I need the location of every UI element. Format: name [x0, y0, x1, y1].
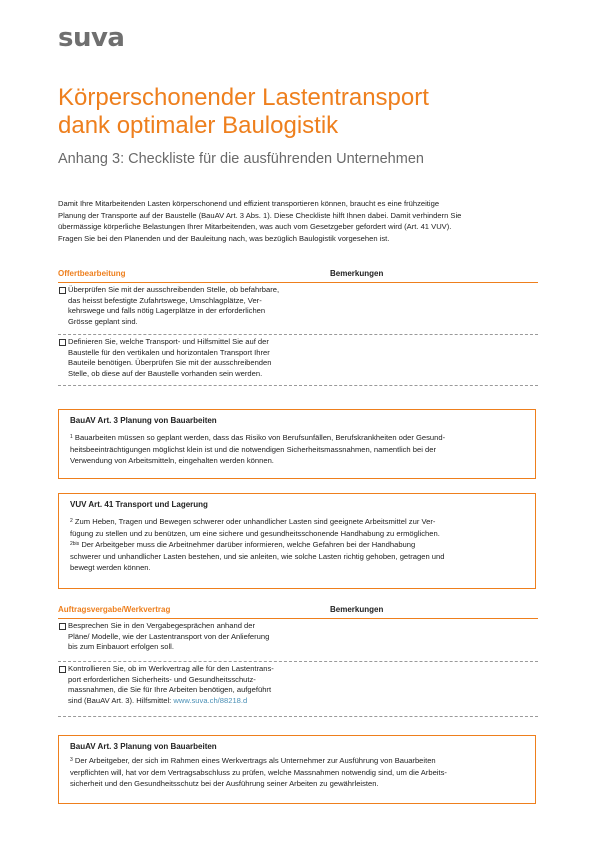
- box-title: VUV Art. 41 Transport und Lagerung: [70, 500, 208, 509]
- box-line: Der Arbeitgeber, der sich im Rahmen eines Werkvertrags als Unternehmer zur Ausführung von Bauarbeiten: [74, 756, 436, 765]
- box-line: heitsbeeinträchtigungen möglichst klein ist und die notwendigen Sicherheitsmassnahmen, namentlich bei der: [70, 444, 436, 454]
- box-title: BauAV Art. 3 Planung von Bauarbeiten: [70, 742, 217, 751]
- item-line: Kontrollieren Sie, ob im Werkvertrag alle für den Lastentrans-: [68, 664, 274, 673]
- intro-paragraph: [58, 198, 543, 244]
- intro-line: Fragen Sie bei den Planenden und der Bauleitung nach, was bezüglich Baulogistik vorgesehen ist.: [58, 233, 390, 243]
- item-line: kehrswege und falls nötig Lagerplätze in der erforderlichen: [68, 306, 266, 316]
- hilfsmittel-link[interactable]: www.suva.ch/88218.d: [173, 695, 248, 705]
- box-line: Verwendung von Arbeitsmitteln, eingehalten werden können.: [70, 456, 274, 466]
- item-line: bis zum Einbauort erfolgen soll.: [68, 642, 174, 652]
- remarks-field[interactable]: [330, 283, 538, 334]
- box-line: Bauarbeiten müssen so geplant werden, dass das Risiko von Berufsunfällen, Berufskrankheiten oder Gesund-: [74, 433, 446, 442]
- paragraph-number: 2bis: [70, 541, 80, 548]
- item-line: Baustelle für den vertikalen und horizontalen Transport Ihrer: [68, 347, 270, 357]
- item-text: [68, 621, 326, 653]
- section-heading: Auftragsvergabe/Werkvertrag: [58, 605, 171, 614]
- item-line: Grösse geplant sind.: [68, 316, 138, 326]
- checklist-item: [58, 619, 538, 662]
- box-text: [70, 755, 528, 790]
- checkbox[interactable]: [59, 287, 66, 294]
- checkbox[interactable]: [59, 339, 66, 346]
- paragraph-number: 3: [70, 757, 73, 763]
- checkbox[interactable]: [59, 666, 66, 673]
- item-line: das heisst befestigte Zufahrtswege, Umschlagplätze, Ver-: [68, 295, 262, 305]
- intro-line: Planung der Transporte auf der Baustelle (BauAV Art. 3 Abs. 1). Diese Checkliste hilft Ihnen dabei. Damit verhindern Sie: [58, 210, 462, 220]
- paragraph-number: 1: [70, 434, 73, 440]
- checklist-item: [58, 283, 538, 335]
- item-line: Bauteile benötigen. Überprüfen Sie mit der ausschreibenden: [68, 358, 272, 368]
- box-text: [70, 516, 528, 574]
- item-line: Stelle, ob diese auf der Baustelle vorhanden sein werden.: [68, 368, 263, 378]
- item-line: Pläne/ Modelle, wie der Lastentransport von der Anlieferung: [68, 631, 270, 641]
- box-line: verpflichten will, hat vor dem Vertragsabschluss zu prüfen, welche Massnahmen notwendig sind, um die Arbeits-: [70, 767, 447, 777]
- remarks-field[interactable]: [330, 619, 538, 661]
- paragraph-number: 2: [70, 518, 73, 524]
- title-line-1: Körperschonender Lastentransport: [58, 84, 429, 111]
- section-offertbearbeitung: [58, 268, 538, 386]
- item-line: Überprüfen Sie mit der ausschreibenden Stelle, ob befahrbare,: [68, 285, 280, 294]
- legal-box-bauav-art3-werkvertrag: [58, 735, 536, 804]
- intro-line: übermässige körperliche Belastungen Ihrer Mitarbeitenden, was auch vom Gesetzgeber gefordert wird (Art. 41 VUV).: [58, 222, 452, 232]
- box-line: sicherheit und den Gesundheitsschutz bei der Ausführung seiner Arbeiten zu gewährleisten.: [70, 779, 379, 789]
- checklist-item: [58, 335, 538, 386]
- box-title: BauAV Art. 3 Planung von Bauarbeiten: [70, 416, 217, 425]
- item-line: Definieren Sie, welche Transport- und Hilfsmittel Sie auf der: [68, 337, 269, 346]
- section-heading: Offertbearbeitung: [58, 269, 126, 278]
- section-header: [58, 604, 538, 619]
- page-subtitle: Anhang 3: Checkliste für die ausführenden Unternehmen: [58, 151, 424, 167]
- remarks-field[interactable]: [330, 662, 538, 716]
- legal-box-vuv-art41: [58, 493, 536, 589]
- intro-line: Damit Ihre Mitarbeitenden Lasten körperschonend und effizient transportieren können, braucht es eine frühzeitige: [58, 199, 440, 208]
- checklist-item: [58, 662, 538, 717]
- box-line: Der Arbeitgeber muss die Arbeitnehmer darüber informieren, welche Gefahren bei der Handhabung: [81, 540, 416, 550]
- item-line: sind (BauAV Art. 3). Hilfsmittel:: [68, 695, 174, 705]
- page-title: [58, 84, 558, 140]
- box-line: fügung zu stellen und zu benützen, um eine sichere und gesundheitsschonende Handhabung zu ermöglichen.: [70, 528, 440, 538]
- remarks-heading: Bemerkungen: [330, 605, 384, 614]
- section-header: [58, 268, 538, 283]
- item-text: [68, 664, 326, 706]
- box-text: [70, 432, 528, 467]
- title-line-2: dank optimaler Baulogistik: [58, 112, 339, 139]
- suva-logo: suva: [58, 23, 125, 53]
- section-auftragsvergabe: [58, 604, 538, 717]
- item-line: Besprechen Sie in den Vergabegesprächen anhand der: [68, 621, 256, 630]
- remarks-field[interactable]: [330, 335, 538, 385]
- remarks-heading: Bemerkungen: [330, 269, 384, 278]
- legal-box-bauav-art3: [58, 409, 536, 479]
- checkbox[interactable]: [59, 623, 66, 630]
- item-line: massnahmen, die Sie für Ihre Arbeiten benötigen, aufgeführt: [68, 685, 272, 695]
- box-line: Zum Heben, Tragen und Bewegen schwerer oder unhandlicher Lasten sind geeignete Arbeitsmittel zur Ver-: [74, 517, 436, 526]
- item-text: [68, 285, 326, 327]
- item-line: port erforderlichen Sicherheits- und Gesundheitsschutz-: [68, 674, 256, 684]
- box-line: bewegt werden können.: [70, 563, 151, 573]
- item-text: [68, 337, 326, 379]
- box-line: schwerer und unhandlicher Lasten bestehen, und sie anleiten, wie solche Lasten richtig gehoben, getragen und: [70, 551, 445, 561]
